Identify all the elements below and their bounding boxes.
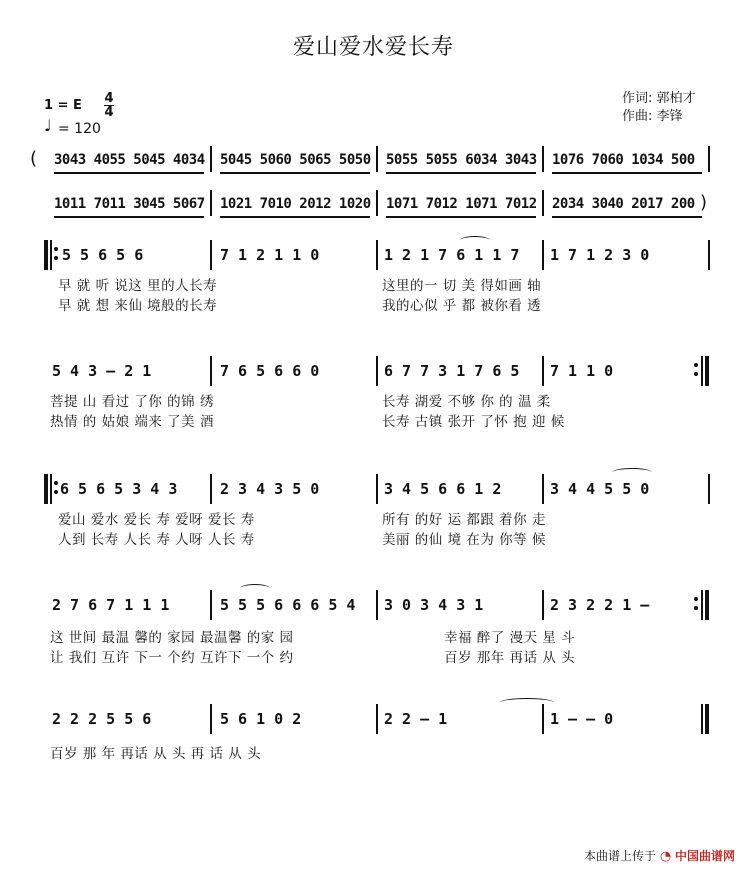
system5-bar2: 5 6 1 0 2: [220, 710, 302, 728]
system3-bar4: 3 4 4 5 5 0: [550, 480, 650, 498]
system5-bar4: 1 – – 0: [550, 710, 614, 728]
barline: [701, 356, 703, 386]
system1-lyric1-b: 这里的一 切 美 得如画 轴: [382, 278, 542, 294]
system1-lyric1-a: 早 就 听 说这 里的人长寿: [58, 278, 218, 294]
system2-bar3: 6 7 7 3 1 7 6 5: [384, 362, 520, 380]
repeat-end-barline: [705, 356, 709, 386]
system2-bar1: 5 4 3 – 2 1: [52, 362, 152, 380]
system4-bar4: 2 3 2 2 1 –: [550, 596, 650, 614]
barline: [376, 240, 378, 270]
barline: [542, 590, 544, 620]
page-title: 爱山爱水爱长寿: [292, 35, 454, 60]
system5-lyric1: 百岁 那 年 再话 从 头 再 话 从 头: [50, 746, 262, 762]
tie-arc: [460, 236, 490, 245]
system2-lyric2-a: 热情 的 姑娘 端来 了美 酒: [50, 414, 214, 430]
barline: [376, 146, 378, 172]
intro-row2-bar2: 1021 7010 2012 1020: [220, 196, 371, 212]
system4-bar1: 2 7 6 7 1 1 1: [52, 596, 170, 614]
system1-bar1: 5 5 6 5 6: [62, 246, 144, 264]
lyricist-label: 作词:: [622, 91, 653, 106]
tempo-marking: = 120: [58, 121, 101, 137]
intro-row2-bar1: 1011 7011 3045 5067: [54, 196, 205, 212]
barline: [542, 240, 544, 270]
final-barline-thin: [701, 704, 703, 734]
tie-arc: [612, 468, 652, 477]
system1-bar2: 7 1 2 1 1 0: [220, 246, 320, 264]
composer-name: 李锋: [656, 109, 683, 124]
barline: [210, 356, 212, 386]
repeat-dots: [54, 476, 58, 499]
system3-lyric1-b: 所有 的好 运 都跟 着你 走: [382, 512, 546, 528]
barline: [210, 474, 212, 504]
barline: [542, 704, 544, 734]
credits: [622, 90, 696, 126]
repeat-start-barline: [44, 474, 48, 504]
system3-bar3: 3 4 5 6 6 1 2: [384, 480, 502, 498]
site-logo-icon: ◔: [659, 849, 672, 864]
time-signature-top: 4: [104, 91, 114, 106]
intro-row2-bar4: 2034 3040 2017 200: [552, 196, 695, 212]
final-barline-thick: [705, 704, 709, 734]
barline: [708, 146, 710, 172]
system3-bar2: 2 3 4 3 5 0: [220, 480, 320, 498]
barline: [376, 474, 378, 504]
beam-line: [552, 216, 702, 218]
barline: [50, 474, 52, 504]
barline: [376, 704, 378, 734]
system4-lyric1-b: 幸福 醉了 漫天 星 斗: [444, 630, 576, 646]
barline: [210, 146, 212, 172]
beam-line: [220, 216, 370, 218]
system1-lyric2-b: 我的心似 乎 都 被你看 透: [382, 298, 542, 314]
system2-bar2: 7 6 5 6 6 0: [220, 362, 320, 380]
intro-row1-bar4: 1076 7060 1034 500: [552, 152, 695, 168]
barline: [542, 146, 544, 172]
barline: [542, 190, 544, 216]
intro-row2-bar3: 1071 7012 1071 7012: [386, 196, 537, 212]
barline: [708, 240, 710, 270]
repeat-dots: [54, 242, 58, 265]
barline: [210, 704, 212, 734]
time-signature: [104, 92, 114, 119]
beam-line: [220, 172, 370, 174]
footer-text: 本曲谱上传于: [583, 849, 656, 863]
intro-row1-bar3: 5055 5055 6034 3043: [386, 152, 537, 168]
system4-bar2: 5 5 5 6 6 6 5 4: [220, 596, 356, 614]
intro-close-paren: ): [700, 192, 708, 213]
system3-lyric2-a: 人到 长寿 人长 寿 人呀 人长 寿: [58, 532, 255, 548]
barline: [542, 474, 544, 504]
footer: [584, 847, 735, 864]
intro-open-paren: (: [30, 148, 38, 169]
composer-label: 作曲:: [622, 109, 653, 124]
system1-lyric2-a: 早 就 想 来仙 境般的长寿: [58, 298, 218, 314]
system2-lyric1-b: 长寿 湖爱 不够 你 的 温 柔: [382, 394, 551, 410]
repeat-dots: [694, 358, 698, 381]
lyricist-name: 郭柏才: [656, 91, 696, 106]
key-signature: 1 = E: [44, 98, 82, 113]
beam-line: [386, 216, 536, 218]
time-signature-bottom: 4: [104, 105, 114, 120]
beam-line: [54, 172, 204, 174]
intro-row1-bar1: 3043 4055 5045 4034: [54, 152, 205, 168]
system4-lyric1-a: 这 世间 最温 馨的 家园 最温馨 的家 园: [50, 630, 294, 646]
repeat-end-barline: [705, 590, 709, 620]
footer-brand[interactable]: 中国曲谱网: [674, 849, 735, 863]
barline: [376, 190, 378, 216]
system3-lyric1-a: 爱山 爱水 爱长 寿 爱呀 爱长 寿: [58, 512, 255, 528]
system1-bar4: 1 7 1 2 3 0: [550, 246, 650, 264]
repeat-start-barline: [44, 240, 48, 270]
system2-bar4: 7 1 1 0: [550, 362, 614, 380]
barline: [701, 590, 703, 620]
barline: [50, 240, 52, 270]
barline: [376, 590, 378, 620]
barline: [542, 356, 544, 386]
system2-lyric2-b: 长寿 古镇 张开 了怀 抱 迎 候: [382, 414, 565, 430]
system3-bar1: 6 5 6 5 3 4 3: [60, 480, 178, 498]
system1-bar3: 1 2 1 7 6 1 1 7: [384, 246, 520, 264]
intro-row1-bar2: 5045 5060 5065 5050: [220, 152, 371, 168]
barline: [210, 190, 212, 216]
system2-lyric1-a: 菩提 山 看过 了你 的锦 绣: [50, 394, 214, 410]
repeat-dots: [694, 592, 698, 615]
barline: [210, 240, 212, 270]
system4-lyric2-a: 让 我们 互许 下一 个约 互许下 一个 约: [50, 650, 294, 666]
barline: [376, 356, 378, 386]
beam-line: [552, 172, 702, 174]
beam-line: [386, 172, 536, 174]
system5-bar1: 2 2 2 5 5 6: [52, 710, 152, 728]
system4-bar3: 3 0 3 4 3 1: [384, 596, 484, 614]
quarter-note-icon: ♩: [44, 116, 52, 135]
system4-lyric2-b: 百岁 那年 再话 从 头: [444, 650, 576, 666]
barline: [708, 474, 710, 504]
barline: [210, 590, 212, 620]
tie-arc: [500, 698, 554, 707]
system5-bar3: 2 2 – 1: [384, 710, 448, 728]
tie-arc: [240, 584, 270, 593]
beam-line: [54, 216, 204, 218]
system3-lyric2-b: 美丽 的仙 境 在为 你等 候: [382, 532, 546, 548]
